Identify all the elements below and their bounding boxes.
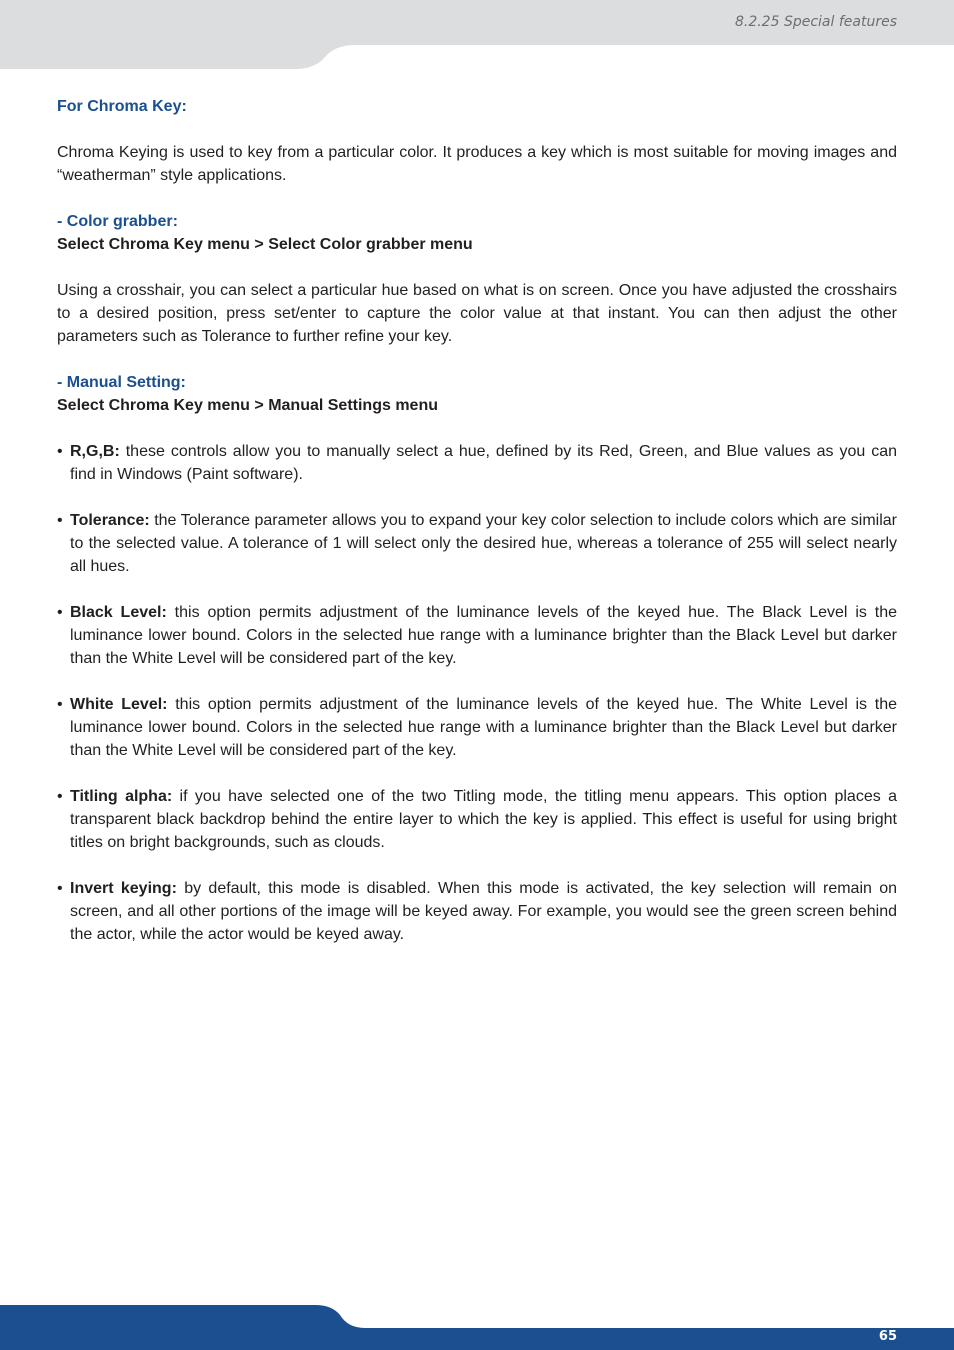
bullet-dot: • xyxy=(57,696,63,713)
bullet-term: R,G,B: xyxy=(70,443,120,460)
color-grabber-menu-path: Select Chroma Key menu > Select Color grabber menu xyxy=(57,236,473,253)
bullet-term: Black Level: xyxy=(70,604,167,621)
bullet-text: this option permits adjustment of the luminance levels of the keyed hue. The Black Level is the luminance lower bound. Colors in the selected hue range with a luminance brighter than the Black Level but darker than the White Level will be considered part of the key. xyxy=(70,604,898,667)
bullet-text: if you have selected one of the two Titling mode, the titling menu appears. This option places a transparent black backdrop behind the entire layer to which the key is applied. This effect is useful for using bright titles on bright backgrounds, such as clouds. xyxy=(70,788,897,851)
color-grabber-heading: - Color grabber: xyxy=(57,213,178,230)
bullet-term: White Level: xyxy=(70,696,168,713)
manual-setting-heading: - Manual Setting: xyxy=(57,374,186,391)
page-number: 65 xyxy=(878,1329,897,1344)
footer-band xyxy=(0,1300,954,1350)
manual-setting-menu-path: Select Chroma Key menu > Manual Settings menu xyxy=(57,397,438,414)
bullet-text: this option permits adjustment of the luminance levels of the keyed hue. The White Level is the luminance lower bound. Colors in the selected hue range with a luminance brighter than the Black Level but darker than the White Level will be considered part of the key. xyxy=(70,696,898,759)
color-grabber-description: Using a crosshair, you can select a particular hue based on what is on screen. Once you have adjusted the crosshairs to a desired position, press set/enter to capture the color value at that instant. You can then adjust the other parameters such as Tolerance to further refine your key. xyxy=(57,282,897,345)
page-content xyxy=(57,95,897,946)
bullet-text: by default, this mode is disabled. When this mode is activated, the key selection will remain on screen, and all other portions of the image will be keyed away. For example, you would see the green screen behind the actor, while the actor would be keyed away. xyxy=(70,880,898,943)
bullet-dot: • xyxy=(57,604,63,621)
bullet-white-level xyxy=(57,693,897,762)
bullet-dot: • xyxy=(57,443,63,460)
bullet-rgb xyxy=(57,440,897,486)
bullet-titling-alpha xyxy=(57,785,897,854)
bullet-invert-keying xyxy=(57,877,897,946)
bullet-dot: • xyxy=(57,512,63,529)
running-header: 8.2.25 Special features xyxy=(734,14,897,30)
bullet-text: these controls allow you to manually select a hue, defined by its Red, Green, and Blue values as you can find in Windows (Paint software). xyxy=(70,443,897,483)
header-band xyxy=(0,0,954,70)
bullet-dot: • xyxy=(57,880,63,897)
bullet-tolerance xyxy=(57,509,897,578)
section-heading: For Chroma Key: xyxy=(57,98,187,115)
intro-paragraph: Chroma Keying is used to key from a particular color. It produces a key which is most suitable for moving images and “weatherman” style applications. xyxy=(57,144,897,184)
bullet-term: Titling alpha: xyxy=(70,788,173,805)
bullet-text: the Tolerance parameter allows you to expand your key color selection to include colors which are similar to the selected value. A tolerance of 1 will select only the desired hue, whereas a tolerance of 255 will select nearly all hues. xyxy=(70,512,897,575)
bullet-black-level xyxy=(57,601,897,670)
bullet-dot: • xyxy=(57,788,63,805)
bullet-term: Tolerance: xyxy=(70,512,150,529)
bullet-term: Invert keying: xyxy=(70,880,177,897)
